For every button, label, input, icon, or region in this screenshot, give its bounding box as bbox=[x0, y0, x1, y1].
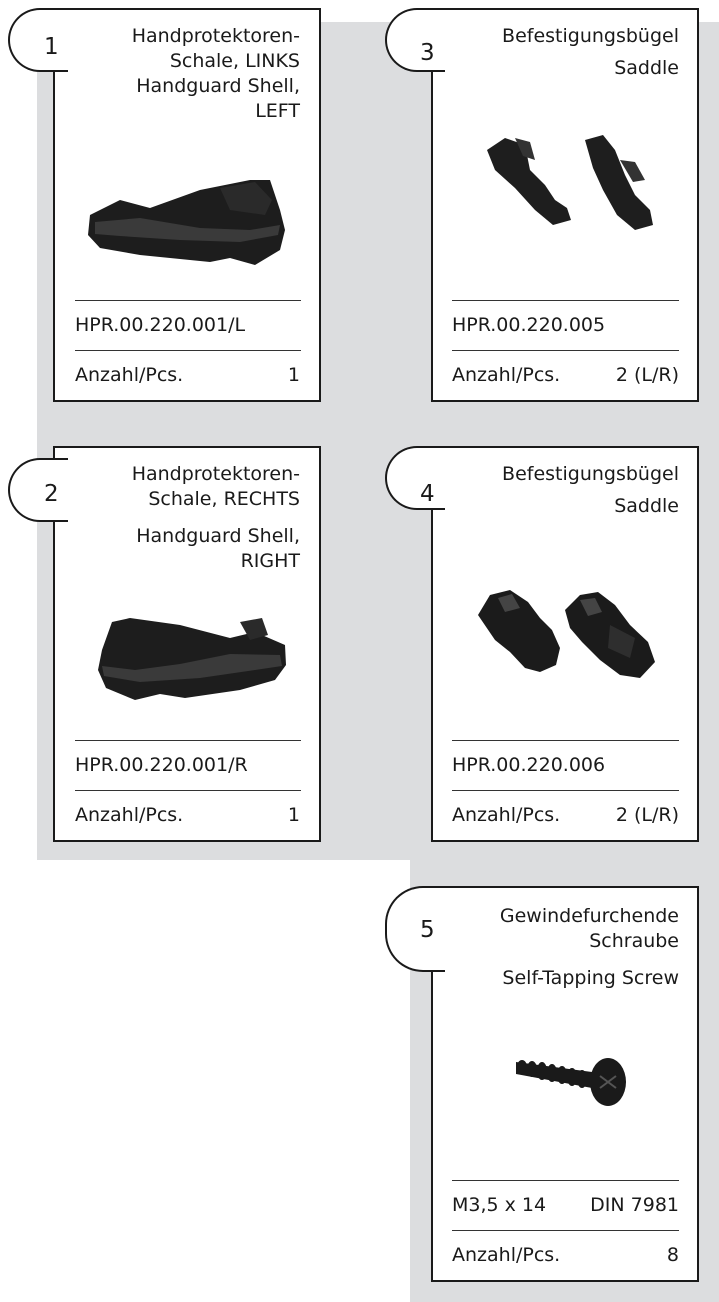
part-title-de: Gewindefurchende Schraube bbox=[499, 905, 679, 952]
part-norm: DIN 7981 bbox=[590, 1194, 679, 1216]
self-tapping-screw-icon bbox=[510, 1040, 630, 1110]
quantity-value: 2 (L/R) bbox=[615, 804, 679, 826]
part-title-en: Saddle bbox=[614, 57, 679, 79]
part-title-de: Handprotektoren- Schale, RECHTS bbox=[131, 463, 300, 510]
part-title-en: Saddle bbox=[614, 495, 679, 517]
part-title-en: Handguard Shell, RIGHT bbox=[136, 525, 300, 572]
quantity-value: 2 (L/R) bbox=[615, 364, 679, 386]
part-code: HPR.00.220.001/L bbox=[75, 314, 246, 336]
quantity-label: Anzahl/Pcs. bbox=[452, 364, 561, 386]
quantity-label: Anzahl/Pcs. bbox=[452, 1244, 561, 1266]
part-number: 2 bbox=[44, 481, 59, 507]
quantity-label: Anzahl/Pcs. bbox=[75, 804, 184, 826]
part-number: 4 bbox=[420, 481, 435, 507]
quantity-label: Anzahl/Pcs. bbox=[75, 364, 184, 386]
part-code: HPR.00.220.005 bbox=[452, 314, 606, 336]
part-title-en: Self-Tapping Screw bbox=[502, 967, 679, 989]
part-title-de: Befestigungsbügel bbox=[502, 463, 679, 485]
quantity-value: 8 bbox=[666, 1244, 679, 1266]
part-number: 5 bbox=[420, 917, 435, 943]
part-code: M3,5 x 14 bbox=[452, 1194, 547, 1216]
quantity-value: 1 bbox=[287, 804, 300, 826]
part-number: 3 bbox=[420, 40, 435, 66]
quantity-label: Anzahl/Pcs. bbox=[452, 804, 561, 826]
part-code: HPR.00.220.001/R bbox=[75, 754, 248, 776]
part-code: HPR.00.220.006 bbox=[452, 754, 606, 776]
part-title-en: Handguard Shell, LEFT bbox=[136, 75, 300, 122]
saddle-clamp-icon bbox=[470, 580, 670, 690]
quantity-value: 1 bbox=[287, 364, 300, 386]
handguard-shell-left-icon bbox=[80, 170, 290, 275]
handguard-shell-right-icon bbox=[90, 610, 290, 705]
saddle-bracket-icon bbox=[475, 130, 670, 240]
part-number: 1 bbox=[44, 34, 59, 60]
part-title-de: Handprotektoren- Schale, LINKS bbox=[131, 25, 300, 72]
part-title-de: Befestigungsbügel bbox=[502, 25, 679, 47]
